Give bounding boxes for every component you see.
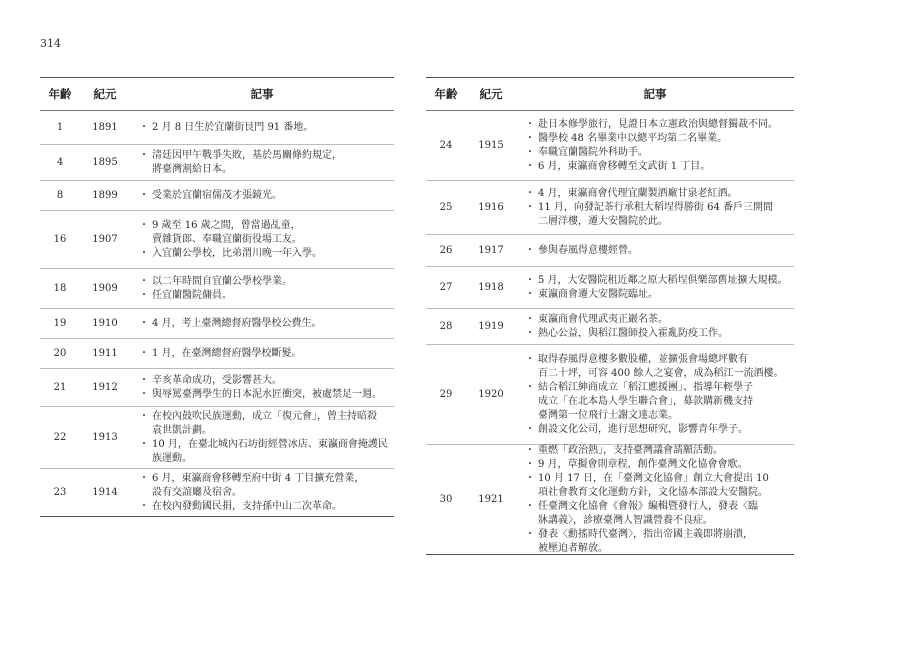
event-item [138, 472, 394, 500]
event-text: 11 月，向發記茶行承租大稻埕得勝街 64 番戶三開間 二層洋樓，遷大安醫院於此。 [538, 201, 773, 227]
age-cell: 27 [439, 281, 453, 293]
table-row [40, 211, 394, 269]
age-cell: 26 [439, 244, 453, 256]
event-text: 以二年時間自宜蘭公學校學業。 [152, 275, 292, 287]
event-item [138, 347, 394, 361]
event-text: 9 歲至 16 歲之間，曾當過乩童， 賣雜貨郎、奉職宜蘭街役場工友。 [152, 219, 302, 245]
age-cell: 18 [53, 282, 67, 294]
header-year: 紀元 [479, 87, 503, 101]
bullet-mark: ・ [139, 388, 149, 400]
table-header [426, 78, 794, 111]
event-text: 9 月，草擬會則章程，創作臺灣文化協會會歌。 [538, 458, 748, 470]
bullet-mark: ・ [139, 410, 149, 422]
bullet-mark: ・ [525, 472, 535, 484]
event-text: 辛亥革命成功，受影響甚大。 [152, 374, 282, 386]
year-cell: 1917 [478, 244, 504, 256]
table-row [40, 407, 394, 469]
year-cell: 1918 [478, 281, 504, 293]
events-cell [130, 369, 394, 406]
events-cell [516, 309, 794, 344]
age-cell: 4 [56, 156, 64, 168]
events-cell [516, 445, 794, 554]
table-row [426, 445, 794, 555]
year-cell: 1910 [92, 317, 118, 329]
event-text: 10 月，在臺北城內石坊街經營冰店、東瀛商會掩護民 族運動。 [152, 438, 388, 464]
bullet-mark: ・ [525, 244, 535, 256]
bullet-mark: ・ [525, 444, 535, 456]
bullet-mark: ・ [525, 288, 535, 300]
events-cell [516, 235, 794, 266]
age-cell: 19 [53, 317, 67, 329]
event-item [138, 121, 394, 135]
age-cell: 23 [53, 486, 67, 498]
event-item [524, 201, 794, 229]
bullet-mark: ・ [139, 275, 149, 287]
year-cell: 1915 [478, 139, 504, 151]
bullet-mark: ・ [525, 274, 535, 286]
age-cell: 8 [56, 189, 64, 201]
event-item [138, 374, 394, 388]
event-item [138, 317, 394, 331]
event-item [524, 423, 794, 437]
table-body [426, 111, 794, 555]
table-row [426, 309, 794, 345]
table-row [40, 181, 394, 211]
event-text: 任臺灣文化協會《會報》編輯暨發行人，發表〈臨 牀講義〉，診療臺灣人智識營養不良症。 [538, 500, 758, 526]
event-item [524, 381, 794, 423]
year-cell: 1891 [92, 121, 118, 133]
event-text: 4 月，東瀛商會代理宜蘭製酒廠甘泉老紅酒。 [538, 187, 738, 199]
age-cell: 20 [53, 347, 67, 359]
age-cell: 24 [439, 139, 453, 151]
events-cell [130, 145, 394, 180]
bullet-mark: ・ [139, 317, 149, 329]
age-cell: 29 [439, 388, 453, 400]
event-item [524, 528, 794, 556]
table-row [40, 469, 394, 517]
bullet-mark: ・ [525, 528, 535, 540]
year-cell: 1920 [478, 388, 504, 400]
year-cell: 1909 [92, 282, 118, 294]
event-text: 入宜蘭公學校，比弟渭川晚一年入學。 [152, 247, 322, 259]
bullet-mark: ・ [525, 327, 535, 339]
year-cell: 1899 [92, 189, 118, 201]
event-text: 在校內發動國民捐，支持孫中山二次革命。 [152, 500, 342, 512]
events-cell [516, 267, 794, 308]
year-cell: 1913 [92, 431, 118, 443]
event-text: 發表〈勳搖時代臺灣〉，指出帝國主義即將崩潰， 被壓迫者解放。 [538, 528, 753, 554]
age-cell: 16 [53, 233, 67, 245]
event-item [524, 458, 794, 472]
table-row [40, 369, 394, 407]
event-item [524, 132, 794, 146]
age-cell: 21 [53, 381, 67, 393]
events-cell [130, 211, 394, 268]
event-item [524, 146, 794, 160]
events-cell [130, 469, 394, 516]
event-item [524, 353, 794, 381]
bullet-mark: ・ [139, 219, 149, 231]
year-cell: 1914 [92, 486, 118, 498]
event-text: 參與春風得意樓經營。 [538, 244, 638, 256]
event-text: 重燃「政治熱」，支持臺灣議會請願活動。 [538, 444, 723, 456]
event-text: 受業於宜蘭宿儒茂才張鏡光。 [152, 189, 282, 201]
event-item [138, 438, 394, 466]
table-row [40, 309, 394, 339]
event-item [524, 274, 794, 288]
event-text: 在校內鼓吹民族運動，成立「復元會」，曾主持暗殺 袁世凱計劃。 [152, 410, 377, 436]
header-events: 記事 [643, 87, 667, 101]
events-cell [516, 111, 794, 180]
event-item [138, 388, 394, 402]
bullet-mark: ・ [139, 247, 149, 259]
bullet-mark: ・ [139, 149, 149, 161]
event-text: 任宜蘭醫院傭員。 [152, 289, 232, 301]
bullet-mark: ・ [525, 500, 535, 512]
bullet-mark: ・ [525, 160, 535, 172]
year-cell: 1912 [92, 381, 118, 393]
bullet-mark: ・ [139, 289, 149, 301]
chronology-table-left [40, 77, 394, 517]
table-row [40, 145, 394, 181]
bullet-mark: ・ [525, 458, 535, 470]
events-cell [516, 181, 794, 234]
year-cell: 1911 [92, 347, 118, 359]
event-item [138, 289, 394, 303]
table-row [40, 111, 394, 145]
events-cell [130, 339, 394, 368]
event-text: 2 月 8 日生於宜蘭街艮門 91 番地。 [152, 121, 314, 133]
event-text: 1 月，在臺灣總督府醫學校斷髮。 [152, 347, 302, 359]
event-item [524, 472, 794, 500]
event-item [138, 410, 394, 438]
event-text: 取得春風得意樓多數股權，並擴張會場總坪數有 百二十坪，可容 400 餘人之宴會，成為稻江一流酒樓。 [538, 353, 784, 379]
event-item [524, 288, 794, 302]
events-cell [130, 309, 394, 338]
event-item [524, 244, 794, 258]
event-item [138, 500, 394, 514]
bullet-mark: ・ [139, 500, 149, 512]
table-row [426, 345, 794, 445]
event-text: 6 月，東瀛商會移轉至府中街 4 丁目擴充營業， 設有交誼廳及宿舍。 [152, 472, 365, 498]
chronology-table-right [426, 77, 794, 555]
bullet-mark: ・ [525, 118, 535, 130]
table-row [40, 269, 394, 309]
age-cell: 1 [56, 121, 64, 133]
event-item [524, 313, 794, 327]
events-cell [130, 111, 394, 144]
event-text: 10 月 17 日，在「臺灣文化協會」創立大會提出 10 項社會教育文化運動方針，文化協本部設大安醫院。 [538, 472, 769, 498]
event-item [524, 187, 794, 201]
header-events: 記事 [250, 87, 274, 101]
header-year: 紀元 [93, 87, 117, 101]
bullet-mark: ・ [525, 313, 535, 325]
table-row [40, 339, 394, 369]
age-cell: 25 [439, 201, 453, 213]
bullet-mark: ・ [525, 132, 535, 144]
events-cell [130, 269, 394, 308]
age-cell: 28 [439, 320, 453, 332]
header-age: 年齡 [434, 87, 458, 101]
event-text: 6 月，東瀛商會移轉至文武街 1 丁目。 [538, 160, 711, 172]
table-row [426, 111, 794, 181]
event-text: 4 月，考上臺灣總督府醫學校公費生。 [152, 317, 322, 329]
event-text: 清廷因甲午戰爭失敗，基於馬關條約規定， 將臺灣割給日本。 [152, 149, 342, 175]
table-header [40, 78, 394, 111]
bullet-mark: ・ [139, 438, 149, 450]
bullet-mark: ・ [525, 201, 535, 213]
event-item [524, 500, 794, 528]
bullet-mark: ・ [139, 121, 149, 133]
year-cell: 1919 [478, 320, 504, 332]
bullet-mark: ・ [525, 146, 535, 158]
event-item [138, 189, 394, 203]
event-text: 創設文化公司，進行思想研究，影響青年學子。 [538, 423, 748, 435]
bullet-mark: ・ [139, 472, 149, 484]
table-row [426, 267, 794, 309]
bullet-mark: ・ [525, 353, 535, 365]
events-cell [516, 345, 794, 444]
event-item [138, 149, 394, 177]
event-text: 5 月，大安醫院租近鄰之原大稻埕俱樂部舊址擴大規模。 [538, 274, 788, 286]
event-item [524, 444, 794, 458]
event-text: 醫學校 48 名畢業中以總平均第二名畢業。 [538, 132, 728, 144]
bullet-mark: ・ [139, 374, 149, 386]
year-cell: 1895 [92, 156, 118, 168]
event-item [524, 327, 794, 341]
page-number: 314 [40, 37, 61, 50]
table-row [426, 235, 794, 267]
event-item [138, 247, 394, 261]
bullet-mark: ・ [139, 189, 149, 201]
age-cell: 30 [439, 493, 453, 505]
year-cell: 1921 [478, 493, 504, 505]
event-text: 結合稻江紳商成立「稻江應援團」、指導年輕學子 成立「在北本島人學生聯合會」，募款購新機支持 臺灣第一位飛行士謝文達志業。 [538, 381, 753, 421]
table-row [426, 181, 794, 235]
events-cell [130, 181, 394, 210]
year-cell: 1916 [478, 201, 504, 213]
bullet-mark: ・ [525, 187, 535, 199]
event-text: 奉職宜蘭醫院外科助手。 [538, 146, 648, 158]
age-cell: 22 [53, 431, 67, 443]
events-cell [130, 407, 394, 468]
bullet-mark: ・ [525, 423, 535, 435]
event-text: 赴日本修學旅行，見證日本立憲政治與總督獨裁不同。 [538, 118, 778, 130]
event-item [138, 275, 394, 289]
event-item [524, 118, 794, 132]
year-cell: 1907 [92, 233, 118, 245]
event-text: 熱心公益，與稻江醫師投入霍亂防疫工作。 [538, 327, 728, 339]
event-text: 東瀛商會代理武夷正巖名茶。 [538, 313, 668, 325]
header-age: 年齡 [48, 87, 72, 101]
event-item [138, 219, 394, 247]
table-body [40, 111, 394, 517]
bullet-mark: ・ [139, 347, 149, 359]
event-text: 與辱罵臺灣學生的日本泥水匠衝突，被處禁足一週。 [152, 388, 382, 400]
event-item [524, 160, 794, 174]
event-text: 東瀛商會遷大安醫院臨址。 [538, 288, 658, 300]
bullet-mark: ・ [525, 381, 535, 393]
